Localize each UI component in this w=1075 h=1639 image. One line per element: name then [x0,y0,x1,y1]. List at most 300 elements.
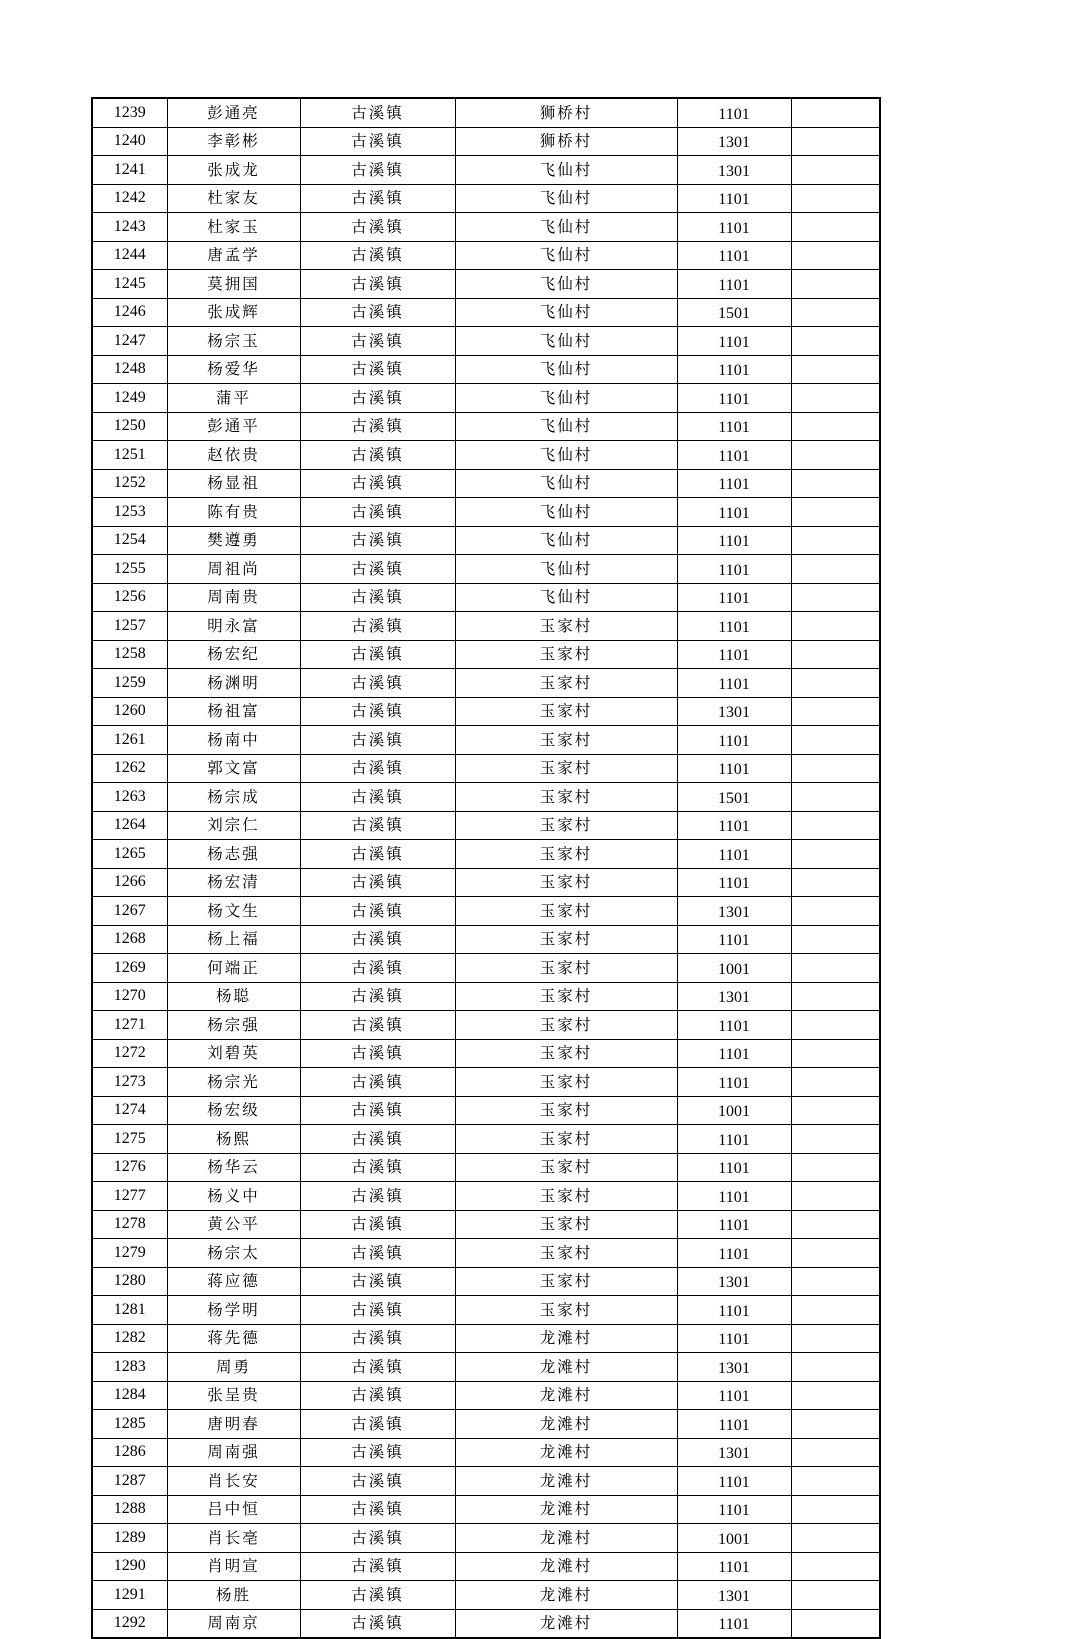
row-number-cell: 1239 [92,98,167,127]
row-number-cell: 1272 [92,1039,167,1068]
code-cell: 1101 [677,1039,791,1068]
town-cell: 古溪镇 [300,1267,455,1296]
row-number-cell: 1281 [92,1296,167,1325]
row-number-cell: 1286 [92,1438,167,1467]
code-cell: 1301 [677,697,791,726]
note-cell [791,583,880,612]
code-cell: 1301 [677,897,791,926]
code-cell: 1101 [677,811,791,840]
name-cell: 杨宏级 [167,1096,300,1125]
code-cell: 1301 [677,982,791,1011]
table-row [92,925,880,954]
village-cell: 玉家村 [455,954,677,983]
town-cell: 古溪镇 [300,1068,455,1097]
note-cell [791,1581,880,1610]
village-cell: 玉家村 [455,1239,677,1268]
name-cell: 张成龙 [167,156,300,185]
table-row [92,726,880,755]
code-cell: 1101 [677,669,791,698]
table-row [92,98,880,127]
name-cell: 杨宗强 [167,1011,300,1040]
name-cell: 杨学明 [167,1296,300,1325]
row-number-cell: 1267 [92,897,167,926]
town-cell: 古溪镇 [300,298,455,327]
code-cell: 1101 [677,1125,791,1154]
note-cell [791,270,880,299]
row-number-cell: 1249 [92,384,167,413]
row-number-cell: 1279 [92,1239,167,1268]
row-number-cell: 1283 [92,1353,167,1382]
table-row [92,1039,880,1068]
row-number-cell: 1278 [92,1210,167,1239]
name-cell: 李彰彬 [167,127,300,156]
row-number-cell: 1252 [92,469,167,498]
row-number-cell: 1276 [92,1153,167,1182]
name-cell: 杨南中 [167,726,300,755]
row-number-cell: 1290 [92,1552,167,1581]
table-row [92,1410,880,1439]
name-cell: 周祖尚 [167,555,300,584]
note-cell [791,811,880,840]
code-cell: 1101 [677,840,791,869]
name-cell: 杨义中 [167,1182,300,1211]
row-number-cell: 1259 [92,669,167,698]
village-cell: 飞仙村 [455,213,677,242]
table-row [92,1581,880,1610]
code-cell: 1101 [677,925,791,954]
code-cell: 1101 [677,1495,791,1524]
table-row [92,640,880,669]
town-cell: 古溪镇 [300,840,455,869]
note-cell [791,640,880,669]
name-cell: 肖长亳 [167,1524,300,1553]
note-cell [791,783,880,812]
row-number-cell: 1240 [92,127,167,156]
village-cell: 龙滩村 [455,1552,677,1581]
row-number-cell: 1258 [92,640,167,669]
town-cell: 古溪镇 [300,697,455,726]
note-cell [791,925,880,954]
code-cell: 1001 [677,1524,791,1553]
row-number-cell: 1241 [92,156,167,185]
village-cell: 玉家村 [455,697,677,726]
table-row [92,1182,880,1211]
town-cell: 古溪镇 [300,954,455,983]
village-cell: 狮桥村 [455,98,677,127]
name-cell: 杨胜 [167,1581,300,1610]
code-cell: 1101 [677,1011,791,1040]
table-row [92,1495,880,1524]
town-cell: 古溪镇 [300,1467,455,1496]
table-row [92,840,880,869]
village-cell: 玉家村 [455,897,677,926]
village-cell: 龙滩村 [455,1581,677,1610]
code-cell: 1101 [677,726,791,755]
village-cell: 玉家村 [455,1267,677,1296]
name-cell: 蒋应德 [167,1267,300,1296]
row-number-cell: 1287 [92,1467,167,1496]
town-cell: 古溪镇 [300,469,455,498]
note-cell [791,555,880,584]
name-cell: 周勇 [167,1353,300,1382]
row-number-cell: 1242 [92,184,167,213]
village-cell: 玉家村 [455,726,677,755]
name-cell: 刘碧英 [167,1039,300,1068]
name-cell: 杨爱华 [167,355,300,384]
town-cell: 古溪镇 [300,1210,455,1239]
note-cell [791,213,880,242]
note-cell [791,1467,880,1496]
town-cell: 古溪镇 [300,1153,455,1182]
note-cell [791,469,880,498]
town-cell: 古溪镇 [300,555,455,584]
table-row [92,241,880,270]
code-cell: 1101 [677,1552,791,1581]
name-cell: 樊遵勇 [167,526,300,555]
town-cell: 古溪镇 [300,127,455,156]
name-cell: 何端正 [167,954,300,983]
note-cell [791,1125,880,1154]
row-number-cell: 1274 [92,1096,167,1125]
village-cell: 飞仙村 [455,270,677,299]
note-cell [791,1267,880,1296]
village-cell: 飞仙村 [455,469,677,498]
town-cell: 古溪镇 [300,270,455,299]
note-cell [791,1609,880,1638]
row-number-cell: 1271 [92,1011,167,1040]
village-cell: 飞仙村 [455,526,677,555]
table-row [92,1324,880,1353]
town-cell: 古溪镇 [300,1609,455,1638]
row-number-cell: 1275 [92,1125,167,1154]
table-row [92,1381,880,1410]
village-cell: 玉家村 [455,1153,677,1182]
village-cell: 飞仙村 [455,555,677,584]
table-row [92,526,880,555]
table-row [92,213,880,242]
note-cell [791,669,880,698]
code-cell: 1101 [677,612,791,641]
note-cell [791,298,880,327]
town-cell: 古溪镇 [300,1096,455,1125]
roster-table [91,97,881,1639]
town-cell: 古溪镇 [300,783,455,812]
village-cell: 玉家村 [455,612,677,641]
table-row [92,498,880,527]
name-cell: 杜家友 [167,184,300,213]
row-number-cell: 1288 [92,1495,167,1524]
table-row [92,1267,880,1296]
table-row [92,469,880,498]
row-number-cell: 1248 [92,355,167,384]
village-cell: 玉家村 [455,1011,677,1040]
town-cell: 古溪镇 [300,241,455,270]
code-cell: 1101 [677,1153,791,1182]
town-cell: 古溪镇 [300,669,455,698]
village-cell: 玉家村 [455,982,677,1011]
town-cell: 古溪镇 [300,441,455,470]
code-cell: 1101 [677,213,791,242]
name-cell: 周南贵 [167,583,300,612]
code-cell: 1101 [677,526,791,555]
table-row [92,954,880,983]
code-cell: 1301 [677,1438,791,1467]
name-cell: 陈有贵 [167,498,300,527]
village-cell: 飞仙村 [455,441,677,470]
village-cell: 玉家村 [455,868,677,897]
table-row [92,355,880,384]
table-row [92,982,880,1011]
code-cell: 1101 [677,441,791,470]
table-row [92,1353,880,1382]
code-cell: 1301 [677,156,791,185]
table-row [92,1552,880,1581]
row-number-cell: 1251 [92,441,167,470]
note-cell [791,327,880,356]
town-cell: 古溪镇 [300,1324,455,1353]
table-row [92,612,880,641]
name-cell: 唐明春 [167,1410,300,1439]
table-row [92,441,880,470]
town-cell: 古溪镇 [300,754,455,783]
code-cell: 1101 [677,1239,791,1268]
row-number-cell: 1254 [92,526,167,555]
note-cell [791,1210,880,1239]
town-cell: 古溪镇 [300,868,455,897]
village-cell: 玉家村 [455,1210,677,1239]
name-cell: 周南强 [167,1438,300,1467]
name-cell: 杨熙 [167,1125,300,1154]
village-cell: 飞仙村 [455,355,677,384]
row-number-cell: 1243 [92,213,167,242]
name-cell: 肖明宣 [167,1552,300,1581]
note-cell [791,954,880,983]
name-cell: 杨文生 [167,897,300,926]
table-row [92,697,880,726]
row-number-cell: 1255 [92,555,167,584]
row-number-cell: 1277 [92,1182,167,1211]
note-cell [791,612,880,641]
note-cell [791,726,880,755]
village-cell: 飞仙村 [455,327,677,356]
village-cell: 玉家村 [455,754,677,783]
row-number-cell: 1260 [92,697,167,726]
note-cell [791,697,880,726]
note-cell [791,184,880,213]
name-cell: 杨宗玉 [167,327,300,356]
row-number-cell: 1250 [92,412,167,441]
table-row [92,1609,880,1638]
row-number-cell: 1285 [92,1410,167,1439]
note-cell [791,1524,880,1553]
code-cell: 1501 [677,298,791,327]
code-cell: 1101 [677,583,791,612]
code-cell: 1101 [677,555,791,584]
note-cell [791,1011,880,1040]
note-cell [791,412,880,441]
village-cell: 玉家村 [455,1096,677,1125]
code-cell: 1101 [677,868,791,897]
village-cell: 龙滩村 [455,1467,677,1496]
table-row [92,783,880,812]
row-number-cell: 1291 [92,1581,167,1610]
note-cell [791,754,880,783]
village-cell: 龙滩村 [455,1609,677,1638]
note-cell [791,1096,880,1125]
row-number-cell: 1264 [92,811,167,840]
roster-table-body [92,98,880,1638]
village-cell: 龙滩村 [455,1381,677,1410]
name-cell: 吕中恒 [167,1495,300,1524]
row-number-cell: 1244 [92,241,167,270]
village-cell: 玉家村 [455,1039,677,1068]
town-cell: 古溪镇 [300,612,455,641]
table-row [92,1239,880,1268]
village-cell: 玉家村 [455,640,677,669]
note-cell [791,1381,880,1410]
town-cell: 古溪镇 [300,925,455,954]
town-cell: 古溪镇 [300,1524,455,1553]
code-cell: 1301 [677,1267,791,1296]
village-cell: 玉家村 [455,925,677,954]
name-cell: 彭通平 [167,412,300,441]
name-cell: 杨宗光 [167,1068,300,1097]
village-cell: 龙滩村 [455,1495,677,1524]
village-cell: 飞仙村 [455,498,677,527]
name-cell: 杨宏清 [167,868,300,897]
village-cell: 飞仙村 [455,298,677,327]
code-cell: 1501 [677,783,791,812]
row-number-cell: 1265 [92,840,167,869]
town-cell: 古溪镇 [300,213,455,242]
code-cell: 1101 [677,754,791,783]
name-cell: 杨志强 [167,840,300,869]
name-cell: 唐孟学 [167,241,300,270]
table-row [92,1467,880,1496]
village-cell: 龙滩村 [455,1438,677,1467]
town-cell: 古溪镇 [300,526,455,555]
row-number-cell: 1261 [92,726,167,755]
town-cell: 古溪镇 [300,1353,455,1382]
code-cell: 1101 [677,384,791,413]
table-row [92,156,880,185]
village-cell: 玉家村 [455,811,677,840]
note-cell [791,1495,880,1524]
town-cell: 古溪镇 [300,98,455,127]
code-cell: 1101 [677,1467,791,1496]
code-cell: 1101 [677,412,791,441]
row-number-cell: 1247 [92,327,167,356]
row-number-cell: 1245 [92,270,167,299]
code-cell: 1101 [677,355,791,384]
town-cell: 古溪镇 [300,811,455,840]
note-cell [791,840,880,869]
village-cell: 飞仙村 [455,156,677,185]
town-cell: 古溪镇 [300,1039,455,1068]
table-row [92,1068,880,1097]
town-cell: 古溪镇 [300,1410,455,1439]
note-cell [791,897,880,926]
note-cell [791,1239,880,1268]
name-cell: 杨宏纪 [167,640,300,669]
table-row [92,327,880,356]
town-cell: 古溪镇 [300,1581,455,1610]
note-cell [791,1296,880,1325]
code-cell: 1101 [677,1381,791,1410]
name-cell: 莫拥国 [167,270,300,299]
note-cell [791,441,880,470]
note-cell [791,127,880,156]
name-cell: 周南京 [167,1609,300,1638]
name-cell: 蒲平 [167,384,300,413]
town-cell: 古溪镇 [300,583,455,612]
village-cell: 玉家村 [455,1068,677,1097]
note-cell [791,1153,880,1182]
name-cell: 黄公平 [167,1210,300,1239]
code-cell: 1101 [677,498,791,527]
table-row [92,184,880,213]
code-cell: 1101 [677,1296,791,1325]
table-row [92,384,880,413]
name-cell: 杨华云 [167,1153,300,1182]
note-cell [791,868,880,897]
table-row [92,1524,880,1553]
name-cell: 张成辉 [167,298,300,327]
village-cell: 狮桥村 [455,127,677,156]
table-row [92,811,880,840]
name-cell: 彭通亮 [167,98,300,127]
town-cell: 古溪镇 [300,355,455,384]
town-cell: 古溪镇 [300,1182,455,1211]
note-cell [791,526,880,555]
village-cell: 龙滩村 [455,1524,677,1553]
name-cell: 杨宗太 [167,1239,300,1268]
name-cell: 杨祖富 [167,697,300,726]
table-row [92,1210,880,1239]
village-cell: 飞仙村 [455,583,677,612]
code-cell: 1101 [677,1324,791,1353]
name-cell: 赵依贵 [167,441,300,470]
note-cell [791,1410,880,1439]
village-cell: 玉家村 [455,669,677,698]
name-cell: 肖长安 [167,1467,300,1496]
name-cell: 杨宗成 [167,783,300,812]
village-cell: 玉家村 [455,840,677,869]
code-cell: 1101 [677,184,791,213]
code-cell: 1101 [677,1068,791,1097]
row-number-cell: 1266 [92,868,167,897]
village-cell: 龙滩村 [455,1324,677,1353]
village-cell: 玉家村 [455,1182,677,1211]
code-cell: 1001 [677,1096,791,1125]
code-cell: 1101 [677,1609,791,1638]
row-number-cell: 1273 [92,1068,167,1097]
code-cell: 1001 [677,954,791,983]
table-row [92,583,880,612]
table-row [92,1096,880,1125]
code-cell: 1101 [677,270,791,299]
village-cell: 龙滩村 [455,1353,677,1382]
note-cell [791,384,880,413]
row-number-cell: 1257 [92,612,167,641]
code-cell: 1301 [677,1353,791,1382]
table-row [92,298,880,327]
row-number-cell: 1253 [92,498,167,527]
table-row [92,127,880,156]
village-cell: 飞仙村 [455,184,677,213]
town-cell: 古溪镇 [300,1438,455,1467]
village-cell: 飞仙村 [455,384,677,413]
